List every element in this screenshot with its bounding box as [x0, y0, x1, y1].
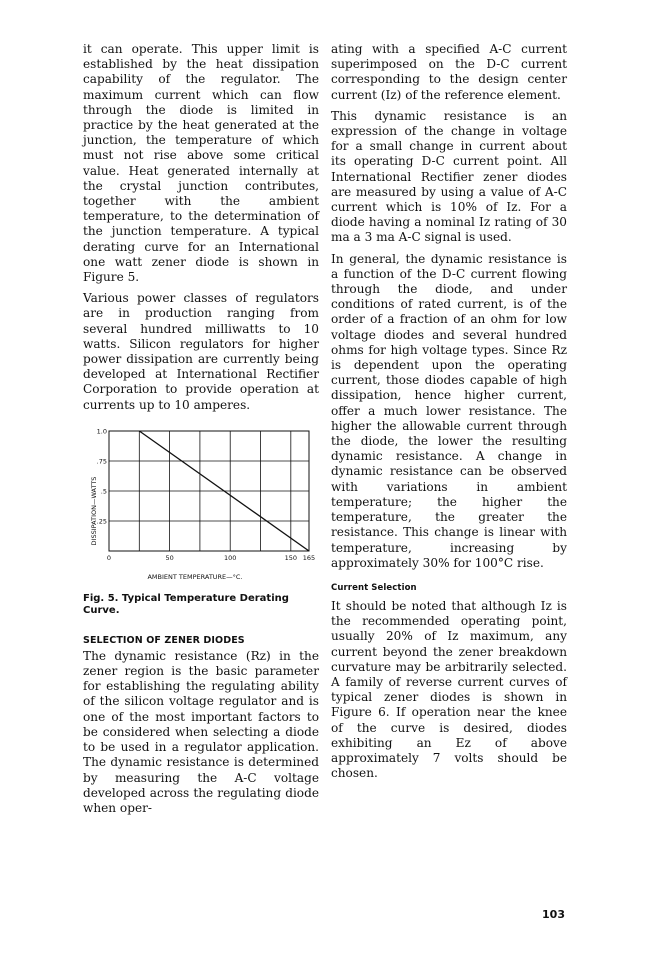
y-tick-label: .5	[100, 487, 107, 496]
right-paragraph-2: This dynamic resistance is an expression of the change in voltage for a small change in current about its operating D-C current point. All International Rectifier zener diodes are measured by using a value of A-C current which is 10% of Iz. For a diode having a nominal Iz rating of 30 ma a 3 ma A-C signal is used.	[331, 108, 567, 245]
right-paragraph-3: In general, the dynamic resistance is a function of the D-C current flowing through the diode, and under conditions of rated current, is of the order of a fraction of an ohm for low voltage diodes and several hundred ohms for high voltage types. Since Rz is dependent upon the operating current, those diodes capable of high dissipation, hence higher current, offer a much lower resistance. The higher the allowable current through the diode, the lower the resulting dynamic resistance. A change in dynamic resistance can be observed with variations in ambient temperature; the higher the temperature, the greater the resistance. This change is linear with temperature, increasing by approximately 30% for 100°C rise.	[331, 251, 567, 570]
y-axis-label: DISSIPATION—WATTS	[90, 476, 98, 546]
y-tick-labels	[97, 427, 107, 525]
x-tick-labels	[107, 554, 315, 562]
x-tick-label: 165	[302, 553, 316, 562]
y-tick-label: 1.0	[96, 427, 107, 436]
y-tick-label: .75	[96, 457, 107, 466]
section-heading: SELECTION OF ZENER DIODES	[83, 634, 245, 646]
left-paragraph-1: it can operate. This upper limit is established by the heat dissipation capability of the regulator. The maximum current which can flow through the diode is limited in practice by the heat generated at the junction, the temperature of which must not rise above some critical value. Heat generated internally at the crystal junction contributes, together with the ambient temperature, to the determination of the junction temperature. A typical derating curve for an International one watt zener diode is shown in Figure 5.	[83, 42, 319, 285]
x-tick-label: 0	[106, 553, 112, 562]
left-column	[83, 42, 319, 822]
page-number: 103	[542, 908, 565, 921]
chart-grid	[109, 431, 309, 551]
x-tick-label: 100	[224, 553, 237, 562]
right-paragraph-4: It should be noted that although Iz is the recommended operating point, usually 20% of Iz maximum, any current beyond the zener breakdown curvature may be arbitrarily selected. A family of reverse current curves of typical zener diodes is shown in Figure 6. If operation near the knee of the curve is desired, diodes exhibiting an Ez of above approximately 7 volts should be chosen.	[331, 598, 567, 781]
y-tick-label: .25	[96, 517, 107, 526]
figure-caption: Fig. 5. Typical Temperature Derating Curve.	[83, 592, 289, 616]
left-paragraph-3: The dynamic resistance (Rz) in the zener region is the basic parameter for establishing the regulating ability of the silicon voltage regulator and is one of the most important factors to be considered when selecting a diode to be used in a regulator application. The dynamic resistance is determined by measuring the A-C voltage developed across the regulating diode when oper-	[83, 648, 319, 815]
x-axis-label: AMBIENT TEMPERATURE—°C.	[147, 572, 243, 581]
x-tick-label: 150	[284, 553, 298, 562]
right-paragraph-1: ating with a specified A-C current superimposed on the D-C current corresponding to the design center current (Iz) of the reference element.	[331, 42, 567, 102]
x-tick-label: 50	[165, 553, 174, 562]
derating-chart	[83, 423, 319, 583]
right-column	[331, 42, 567, 787]
subheading-current-selection: Current Selection	[331, 582, 417, 593]
left-paragraph-2: Various power classes of regulators are in production ranging from several hundred milliwatts to 10 watts. Silicon regulators for higher power dissipation are currently being developed at International Rectifier Corporation to provide operation at currents up to 10 amperes.	[83, 291, 319, 412]
